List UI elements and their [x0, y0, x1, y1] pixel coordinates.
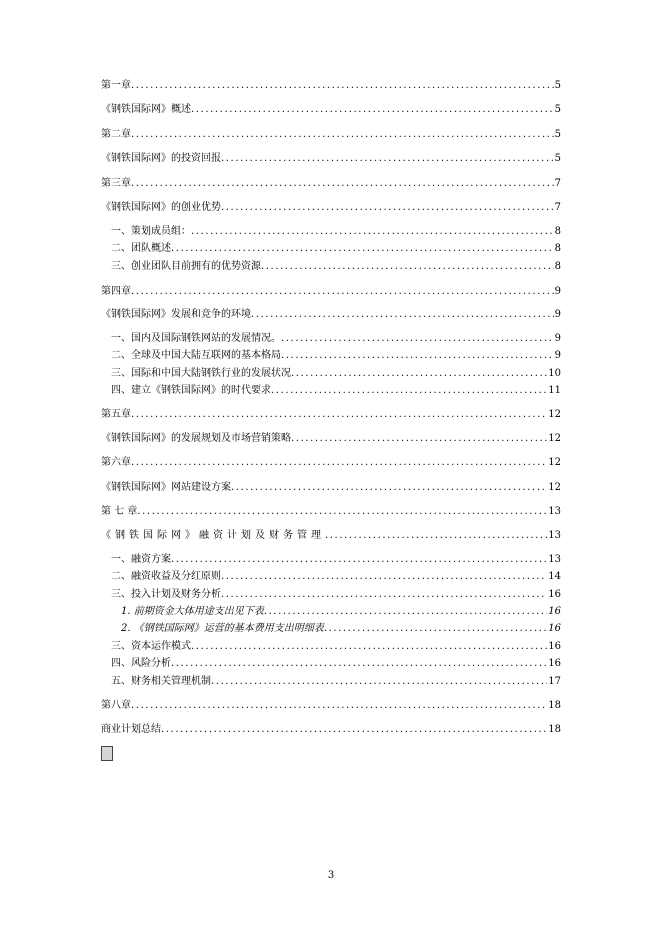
- toc-leader-dots: [137, 506, 547, 518]
- toc-entry-title: 三、国际和中国大陆钢铁行业的发展状况: [111, 368, 291, 379]
- toc-entry[interactable]: [101, 409, 561, 421]
- toc-entry[interactable]: [101, 80, 561, 92]
- toc-leader-dots: [281, 350, 554, 362]
- toc-entry[interactable]: [101, 641, 561, 653]
- toc-entry-page: 13: [548, 506, 561, 517]
- toc-entry-page: 16: [548, 623, 561, 634]
- toc-leader-dots: [191, 226, 554, 238]
- toc-entry-title: 一、国内及国际钢铁网站的发展情况。: [111, 333, 281, 344]
- toc-entry[interactable]: [101, 589, 561, 601]
- toc-leader-dots: [251, 309, 554, 321]
- toc-entry[interactable]: [101, 226, 561, 238]
- toc-entry-page: 5: [554, 80, 561, 91]
- toc-entry-title: 《钢铁国际网》的发展规划及市场营销策略: [101, 433, 291, 444]
- toc-leader-dots: [221, 571, 547, 583]
- toc-entry-title: 五、财务相关管理机制: [111, 676, 211, 687]
- toc-leader-dots: [131, 409, 547, 421]
- toc-entry-page: 10: [548, 368, 561, 379]
- toc-entry[interactable]: [101, 658, 561, 670]
- toc-leader-dots: [291, 433, 547, 445]
- toc-entry-title: 《钢铁国际网》融资计划及财务管理: [101, 530, 325, 541]
- toc-entry-title: 《钢铁国际网》概述: [101, 104, 191, 115]
- toc-entry[interactable]: [101, 676, 561, 688]
- toc-leader-dots: [131, 700, 547, 712]
- toc-leader-dots: [161, 724, 547, 736]
- toc-entry-title: 第五章: [101, 409, 131, 420]
- toc-entry-page: 7: [554, 202, 561, 213]
- toc-entry[interactable]: [101, 104, 561, 116]
- toc-leader-dots: [191, 641, 547, 653]
- toc-entry[interactable]: [101, 530, 561, 542]
- toc-entry[interactable]: [101, 309, 561, 321]
- toc-entry[interactable]: [101, 153, 561, 165]
- toc-entry-page: 13: [548, 554, 561, 565]
- toc-entry-title: 三、创业团队目前拥有的优势资源: [111, 261, 261, 272]
- toc-entry-page: 5: [554, 104, 561, 115]
- toc-entry-page: 9: [554, 350, 561, 361]
- toc-entry-page: 18: [548, 700, 561, 711]
- toc-leader-dots: [131, 129, 554, 141]
- toc-entry[interactable]: [101, 286, 561, 298]
- toc-entry-page: 11: [548, 385, 561, 396]
- toc-entry-page: 5: [554, 153, 561, 164]
- toc-leader-dots: [324, 623, 548, 635]
- toc-entry-title: 《钢铁国际网》网站建设方案: [101, 482, 231, 493]
- toc-entry[interactable]: [101, 571, 561, 583]
- toc-entry-title: 第四章: [101, 286, 131, 297]
- toc-entry[interactable]: [101, 261, 561, 273]
- toc-entry-title: 二、融资收益及分红原则: [111, 571, 221, 582]
- toc-entry-title: 二、全球及中国大陆互联网的基本格局: [111, 350, 281, 361]
- toc-entry-page: 16: [548, 606, 561, 617]
- toc-leader-dots: [171, 658, 547, 670]
- toc-leader-dots: [261, 261, 554, 273]
- toc-leader-dots: [171, 243, 554, 255]
- toc-entry[interactable]: [101, 178, 561, 190]
- toc-leader-dots: [221, 153, 554, 165]
- toc-entry-page: 16: [548, 658, 561, 669]
- toc-entry-title: 《钢铁国际网》的投资回报: [101, 153, 221, 164]
- toc-entry[interactable]: [101, 554, 561, 566]
- toc-entry[interactable]: [101, 368, 561, 380]
- toc-entry-page: 7: [554, 178, 561, 189]
- toc-entry[interactable]: [101, 350, 561, 362]
- toc-entry-page: 9: [554, 286, 561, 297]
- toc-entry-title: 三、资本运作模式: [111, 641, 191, 652]
- toc-leader-dots: [211, 676, 547, 688]
- toc-entry-page: 5: [554, 129, 561, 140]
- toc-entry-page: 12: [548, 482, 561, 493]
- toc-entry[interactable]: [101, 506, 561, 518]
- toc-entry-title: 第六章: [101, 457, 131, 468]
- toc-leader-dots: [171, 554, 547, 566]
- toc-leader-dots: [264, 606, 548, 618]
- toc-entry[interactable]: [101, 333, 561, 345]
- toc-entry-page: 8: [554, 243, 561, 254]
- toc-leader-dots: [281, 333, 554, 345]
- toc-entry-title: 1. 前期资金大体用途支出见下表: [121, 606, 264, 617]
- toc-leader-dots: [231, 482, 547, 494]
- toc-entry-page: 16: [548, 589, 561, 600]
- toc-entry[interactable]: [101, 129, 561, 141]
- toc-entry-page: 8: [554, 261, 561, 272]
- toc-entry[interactable]: [101, 700, 561, 712]
- toc-leader-dots: [131, 457, 547, 469]
- toc-entry-title: 四、风险分析: [111, 658, 171, 669]
- toc-entry-title: 第二章: [101, 129, 131, 140]
- toc-entry-page: 12: [548, 457, 561, 468]
- toc-entry-title: 商业计划总结: [101, 724, 161, 735]
- toc-entry-page: 14: [548, 571, 561, 582]
- toc-entry[interactable]: [101, 724, 561, 736]
- placeholder-box: [101, 746, 113, 761]
- toc-entry-page: 9: [554, 333, 561, 344]
- toc-entry-title: 第八章: [101, 700, 131, 711]
- toc-entry-page: 13: [548, 530, 561, 541]
- toc-entry-title: 一、策划成员组：: [111, 226, 191, 237]
- toc-entry-title: 《钢铁国际网》的创业优势: [101, 202, 221, 213]
- toc-entry-title: 一、融资方案: [111, 554, 171, 565]
- toc-entry-title: 第一章: [101, 80, 131, 91]
- toc-leader-dots: [191, 104, 554, 116]
- toc-entry-page: 18: [548, 724, 561, 735]
- toc-leader-dots: [271, 385, 547, 397]
- toc-entry[interactable]: [101, 243, 561, 255]
- toc-entry-page: 9: [554, 309, 561, 320]
- toc-entry[interactable]: [101, 385, 561, 397]
- toc-entry[interactable]: [101, 606, 561, 618]
- toc-leader-dots: [131, 178, 554, 190]
- toc-entry-title: 三、投入计划及财务分析: [111, 589, 221, 600]
- toc-entry-page: 8: [554, 226, 561, 237]
- toc-leader-dots: [221, 202, 554, 214]
- toc-entry-title: 第三章: [101, 178, 131, 189]
- toc-entry-title: 四、建立《钢铁国际网》的时代要求: [111, 385, 271, 396]
- toc-entry-title: 2. 《钢铁国际网》运营的基本费用支出明细表: [121, 623, 324, 634]
- toc-entry-page: 12: [548, 409, 561, 420]
- toc-entry-title: 《钢铁国际网》发展和竞争的环境: [101, 309, 251, 320]
- toc-entry-page: 16: [548, 641, 561, 652]
- toc-entry-title: 第 七 章: [101, 506, 138, 517]
- toc-entry[interactable]: [101, 457, 561, 469]
- toc-leader-dots: [131, 286, 554, 298]
- toc-entry-title: 二、团队概述: [111, 243, 171, 254]
- toc-leader-dots: [325, 530, 547, 542]
- toc-entry-page: 17: [548, 676, 561, 687]
- toc-entry[interactable]: [101, 433, 561, 445]
- toc-leader-dots: [221, 589, 547, 601]
- toc-entry-page: 12: [548, 433, 561, 444]
- toc-leader-dots: [291, 368, 547, 380]
- toc-leader-dots: [131, 80, 554, 92]
- toc-entry[interactable]: [101, 623, 561, 635]
- toc-entry[interactable]: [101, 202, 561, 214]
- page-number: 3: [327, 870, 335, 881]
- toc-entry[interactable]: [101, 482, 561, 494]
